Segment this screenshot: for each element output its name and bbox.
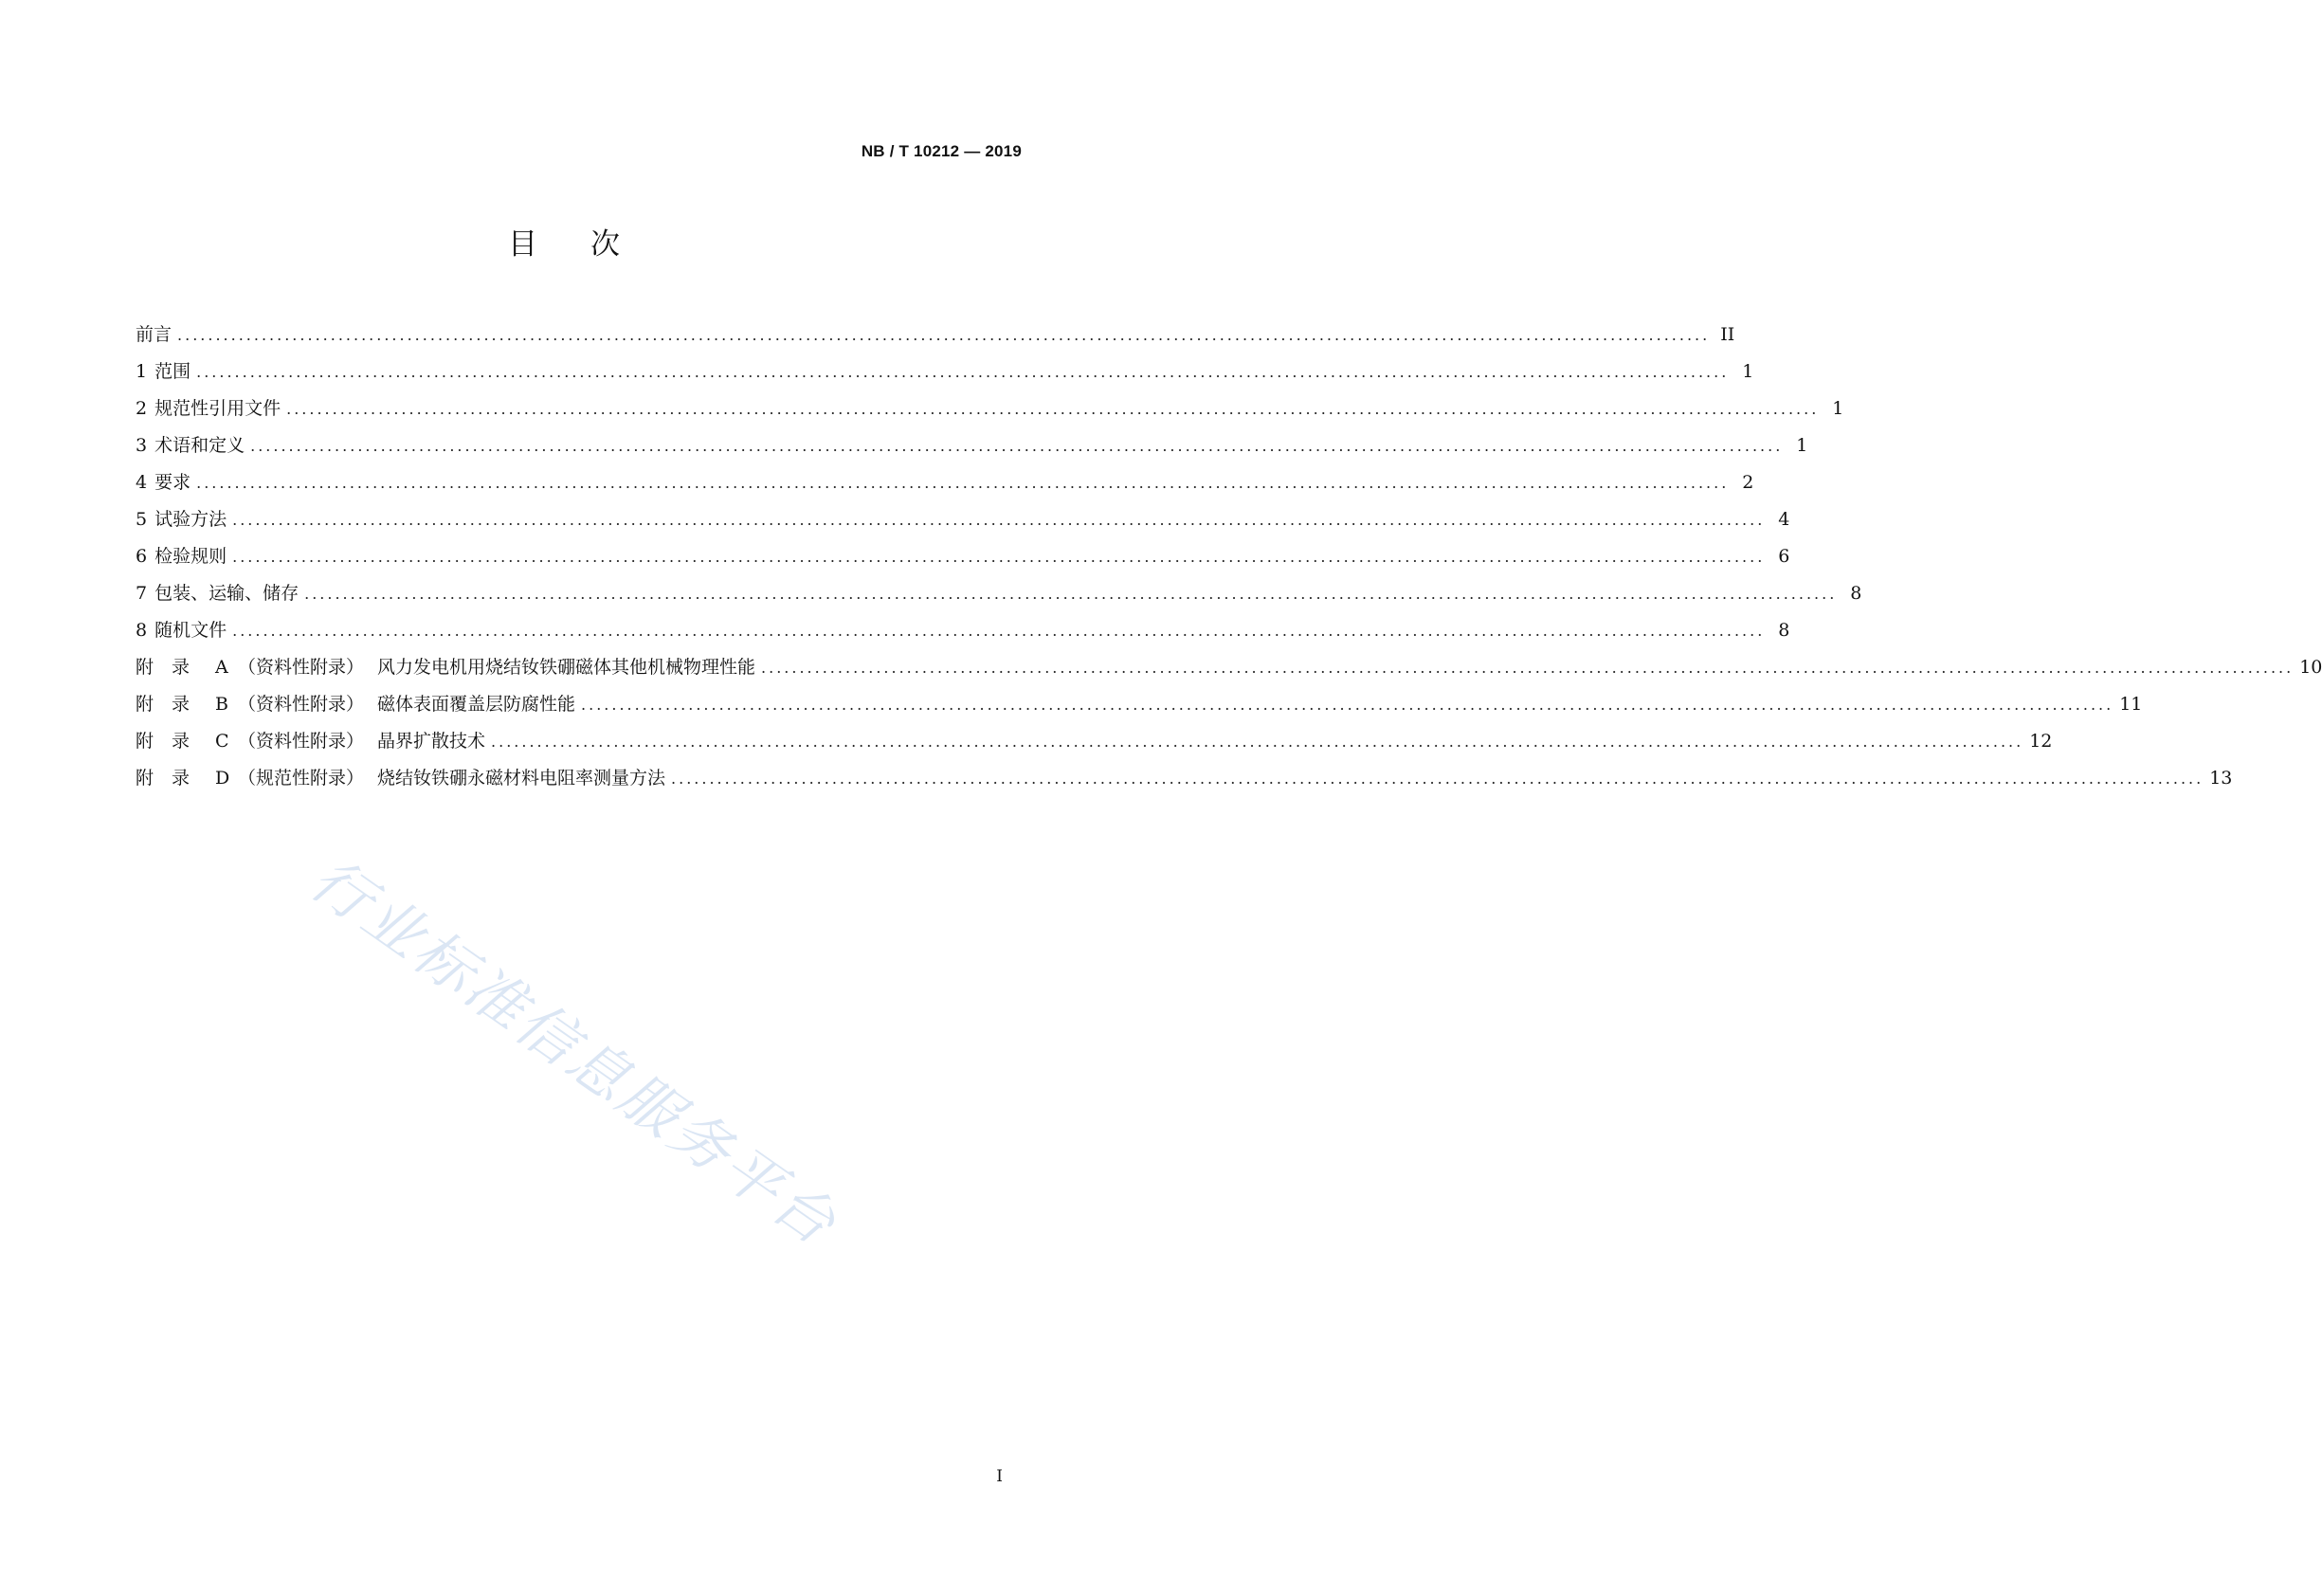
toc-entry-page: 11: [2119, 694, 2143, 715]
toc-entry-number: 3: [136, 435, 148, 456]
page-number: I: [996, 1467, 1003, 1486]
toc-entry-appendix-a[interactable]: [136, 653, 2322, 690]
toc-entry-number: 2: [136, 398, 148, 419]
toc-entry-number: 8: [136, 620, 148, 641]
toc-entry-text: 磁体表面覆盖层防腐性能: [377, 694, 576, 715]
watermark: 行业标准信息服务平台: [298, 843, 851, 1260]
toc-entry-6[interactable]: [136, 542, 1790, 579]
toc-entry-text: 规范性引用文件: [154, 398, 281, 419]
toc-entry-label: [136, 653, 755, 679]
toc-leader-dots: ........................................................................................................................................................................................................: [177, 326, 1711, 344]
toc-leader-dots: ........................................................................................................................................................................................................: [196, 363, 1730, 381]
appendix-kind: （资料性附录）: [238, 694, 365, 715]
toc-entry-text: 风力发电机用烧结钕铁硼磁体其他机械物理性能: [377, 657, 756, 678]
appendix-kind: （资料性附录）: [238, 731, 365, 752]
toc-entry-label: [136, 357, 190, 383]
toc-entry-label: [136, 727, 485, 753]
appendix-word: 附 录: [136, 694, 190, 715]
toc-entry-appendix-b[interactable]: [136, 690, 2143, 727]
appendix-kind: （规范性附录）: [238, 768, 365, 789]
toc-entry-3[interactable]: [136, 431, 1808, 468]
toc-entry-page: 13: [2209, 768, 2233, 789]
toc-entry-label: [136, 579, 299, 605]
toc-entry-number: 5: [136, 509, 148, 530]
toc-leader-dots: ........................................................................................................................................................................................................: [232, 548, 1766, 566]
toc-entry-appendix-c[interactable]: [136, 727, 2053, 764]
toc-leader-dots: ........................................................................................................................................................................................................: [250, 437, 1784, 455]
toc-entry-page: 2: [1742, 472, 1754, 493]
toc-entry-text: 随机文件: [154, 620, 227, 641]
toc-entry-number: 6: [136, 546, 148, 567]
toc-entry-7[interactable]: [136, 579, 1862, 616]
toc-entry-page: 1: [1796, 435, 1808, 456]
toc-entry-number: 7: [136, 583, 148, 604]
toc-entry-label: 前言: [136, 324, 172, 345]
toc-entry-label: [136, 468, 190, 494]
toc-entry-text: 晶界扩散技术: [377, 731, 486, 752]
appendix-letter: D: [215, 768, 230, 789]
toc-entry-label: [136, 431, 245, 457]
toc-entry-page: 1: [1832, 398, 1844, 419]
toc-entry-page: 6: [1778, 546, 1790, 567]
toc-leader-dots: ........................................................................................................................................................................................................: [232, 622, 1766, 640]
toc-leader-dots: ........................................................................................................................................................................................................: [196, 474, 1730, 492]
appendix-word: 附 录: [136, 768, 190, 789]
appendix-word: 附 录: [136, 731, 190, 752]
table-of-contents: [136, 320, 2322, 801]
toc-entry-text: 试验方法: [154, 509, 227, 530]
toc-entry-page: 10: [2299, 657, 2322, 678]
toc-entry-label: [136, 394, 281, 420]
toc-entry-page: 8: [1778, 620, 1790, 641]
toc-entry-text: 范围: [154, 361, 191, 382]
toc-leader-dots: ........................................................................................................................................................................................................: [671, 770, 2204, 788]
toc-entry-4[interactable]: [136, 468, 1754, 505]
toc-entry-label: [136, 690, 575, 716]
toc-leader-dots: ........................................................................................................................................................................................................: [761, 659, 2295, 677]
toc-entry-page: 1: [1742, 361, 1754, 382]
toc-entry-label: [136, 542, 227, 568]
toc-leader-dots: ........................................................................................................................................................................................................: [286, 400, 1820, 418]
toc-entry-foreword[interactable]: [136, 320, 1735, 357]
toc-leader-dots: ........................................................................................................................................................................................................: [581, 696, 2114, 714]
toc-entry-page: 4: [1778, 509, 1790, 530]
toc-entry-number: 4: [136, 472, 148, 493]
toc-leader-dots: ........................................................................................................................................................................................................: [491, 733, 2024, 751]
toc-entry-text: 包装、运输、储存: [154, 583, 299, 604]
toc-entry-text: 术语和定义: [154, 435, 245, 456]
appendix-letter: B: [215, 694, 228, 715]
toc-entry-5[interactable]: [136, 505, 1790, 542]
toc-entry-label: [136, 505, 227, 531]
toc-entry-number: 1: [136, 361, 148, 382]
toc-leader-dots: ........................................................................................................................................................................................................: [304, 585, 1838, 603]
appendix-letter: C: [215, 731, 229, 752]
toc-entry-label: [136, 616, 227, 642]
toc-entry-page: 8: [1850, 583, 1862, 604]
toc-leader-dots: ........................................................................................................................................................................................................: [232, 511, 1766, 529]
toc-entry-2[interactable]: [136, 394, 1844, 431]
appendix-letter: A: [215, 657, 228, 678]
toc-entry-1[interactable]: [136, 357, 1754, 394]
appendix-word: 附 录: [136, 657, 190, 678]
toc-entry-appendix-d[interactable]: [136, 764, 2233, 801]
toc-entry-page: II: [1720, 324, 1735, 345]
toc-entry-label: [136, 764, 665, 789]
toc-entry-text: 烧结钕铁硼永磁材料电阻率测量方法: [377, 768, 666, 789]
page-title: 目次: [508, 227, 673, 262]
toc-entry-text: 要求: [154, 472, 191, 493]
toc-entry-text: 检验规则: [154, 546, 227, 567]
toc-entry-page: 12: [2029, 731, 2053, 752]
toc-entry-8[interactable]: [136, 616, 1790, 653]
standard-number: NB / T 10212 — 2019: [861, 142, 1022, 160]
appendix-kind: （资料性附录）: [238, 657, 365, 678]
